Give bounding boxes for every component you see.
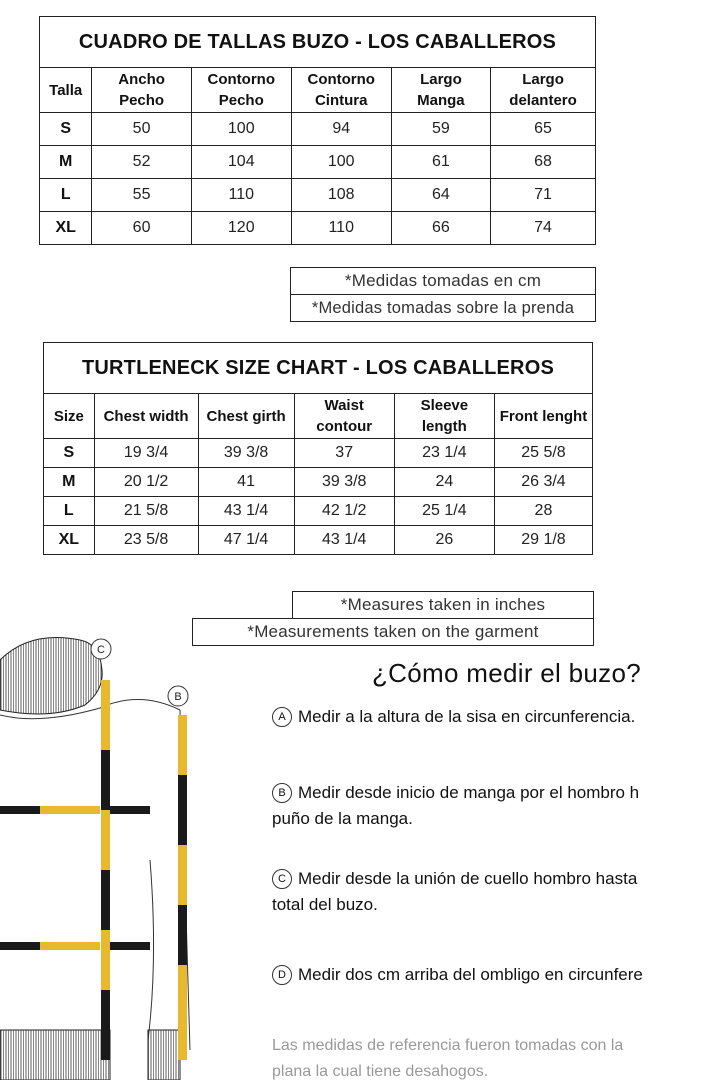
value-cell: 25 1/4 xyxy=(394,497,494,526)
header-sleeve-length: Sleeve length xyxy=(394,394,494,439)
tape-chest xyxy=(0,806,150,814)
table-row xyxy=(40,146,596,179)
reference-footnote: Las medidas de referencia fueron tomadas con la plana la cual tiene desahogos. xyxy=(272,1037,624,1080)
howto-title: ¿Cómo medir el buzo? xyxy=(372,658,641,688)
collar xyxy=(0,638,102,715)
header-talla: Talla xyxy=(40,68,92,113)
size-cell: XL xyxy=(40,212,92,245)
table-title: TURTLENECK SIZE CHART - LOS CABALLEROS xyxy=(44,343,593,394)
size-chart-cm xyxy=(39,16,596,245)
header-waist-contour: Waist contour xyxy=(294,394,394,439)
size-cell: M xyxy=(44,468,95,497)
value-cell: 65 xyxy=(491,113,596,146)
note-garment-en: *Measurements taken on the garment xyxy=(192,618,594,646)
value-cell: 100 xyxy=(191,113,291,146)
value-cell: 61 xyxy=(391,146,490,179)
value-cell: 68 xyxy=(491,146,596,179)
table-row xyxy=(44,497,593,526)
step-d: D Medir dos cm arriba del ombligo en circunfere xyxy=(272,962,643,988)
value-cell: 110 xyxy=(291,212,391,245)
value-cell: 120 xyxy=(191,212,291,245)
value-cell: 26 xyxy=(394,526,494,555)
value-cell: 55 xyxy=(92,179,191,212)
header-largo-delantero: Largo delantero xyxy=(491,68,596,113)
header-front-length: Front lenght xyxy=(494,394,592,439)
header-largo-manga: Largo Manga xyxy=(391,68,490,113)
note-units-inches: *Measures taken in inches xyxy=(292,591,594,619)
value-cell: 19 3/4 xyxy=(94,439,198,468)
value-cell: 94 xyxy=(291,113,391,146)
header-contorno-cintura: Contorno Cintura xyxy=(291,68,391,113)
value-cell: 59 xyxy=(391,113,490,146)
size-cell: XL xyxy=(44,526,95,555)
size-cell: S xyxy=(44,439,95,468)
tape-waist xyxy=(0,942,150,950)
label-b xyxy=(168,686,188,706)
hem xyxy=(0,1030,110,1080)
value-cell: 60 xyxy=(92,212,191,245)
circle-letter-icon: D xyxy=(272,965,292,985)
value-cell: 104 xyxy=(191,146,291,179)
value-cell: 41 xyxy=(198,468,294,497)
cuff xyxy=(148,1030,180,1080)
size-cell: S xyxy=(40,113,92,146)
header-size: Size xyxy=(44,394,95,439)
value-cell: 23 5/8 xyxy=(94,526,198,555)
table-row xyxy=(40,179,596,212)
value-cell: 37 xyxy=(294,439,394,468)
value-cell: 43 1/4 xyxy=(294,526,394,555)
value-cell: 26 3/4 xyxy=(494,468,592,497)
label-c xyxy=(91,639,111,659)
value-cell: 43 1/4 xyxy=(198,497,294,526)
value-cell: 108 xyxy=(291,179,391,212)
value-cell: 39 3/8 xyxy=(294,468,394,497)
value-cell: 24 xyxy=(394,468,494,497)
value-cell: 42 1/2 xyxy=(294,497,394,526)
value-cell: 71 xyxy=(491,179,596,212)
table-row xyxy=(40,113,596,146)
note-garment-es: *Medidas tomadas sobre la prenda xyxy=(290,294,596,322)
value-cell: 50 xyxy=(92,113,191,146)
table-row xyxy=(44,468,593,497)
value-cell: 25 5/8 xyxy=(494,439,592,468)
value-cell: 29 1/8 xyxy=(494,526,592,555)
size-chart-inches xyxy=(43,342,593,555)
value-cell: 74 xyxy=(491,212,596,245)
value-cell: 23 1/4 xyxy=(394,439,494,468)
circle-letter-icon: B xyxy=(272,783,292,803)
step-a: A Medir a la altura de la sisa en circunferencia. xyxy=(272,704,635,730)
header-contorno-pecho: Contorno Pecho xyxy=(191,68,291,113)
table-row xyxy=(40,212,596,245)
table-row xyxy=(44,526,593,555)
header-chest-width: Chest width xyxy=(94,394,198,439)
size-cell: L xyxy=(40,179,92,212)
svg-text:C: C xyxy=(97,644,105,656)
circle-letter-icon: C xyxy=(272,869,292,889)
value-cell: 64 xyxy=(391,179,490,212)
circle-letter-icon: A xyxy=(272,707,292,727)
step-b: B Medir desde inicio de manga por el hombro h puño de la manga. xyxy=(272,783,640,828)
value-cell: 39 3/8 xyxy=(198,439,294,468)
value-cell: 21 5/8 xyxy=(94,497,198,526)
size-cell: L xyxy=(44,497,95,526)
tape-front-length xyxy=(101,680,110,1060)
size-cell: M xyxy=(40,146,92,179)
value-cell: 47 1/4 xyxy=(198,526,294,555)
value-cell: 52 xyxy=(92,146,191,179)
table-title: CUADRO DE TALLAS BUZO - LOS CABALLEROS xyxy=(40,17,596,68)
header-ancho-pecho: Ancho Pecho xyxy=(92,68,191,113)
sweater-measurement-diagram xyxy=(0,630,260,1080)
value-cell: 110 xyxy=(191,179,291,212)
tape-sleeve-length xyxy=(178,715,187,1060)
value-cell: 28 xyxy=(494,497,592,526)
svg-text:B: B xyxy=(174,691,182,703)
note-units-cm: *Medidas tomadas en cm xyxy=(290,267,596,295)
value-cell: 20 1/2 xyxy=(94,468,198,497)
value-cell: 100 xyxy=(291,146,391,179)
header-chest-girth: Chest girth xyxy=(198,394,294,439)
step-c: C Medir desde la unión de cuello hombro hasta total del buzo. xyxy=(272,869,638,914)
table-row xyxy=(44,439,593,468)
value-cell: 66 xyxy=(391,212,490,245)
